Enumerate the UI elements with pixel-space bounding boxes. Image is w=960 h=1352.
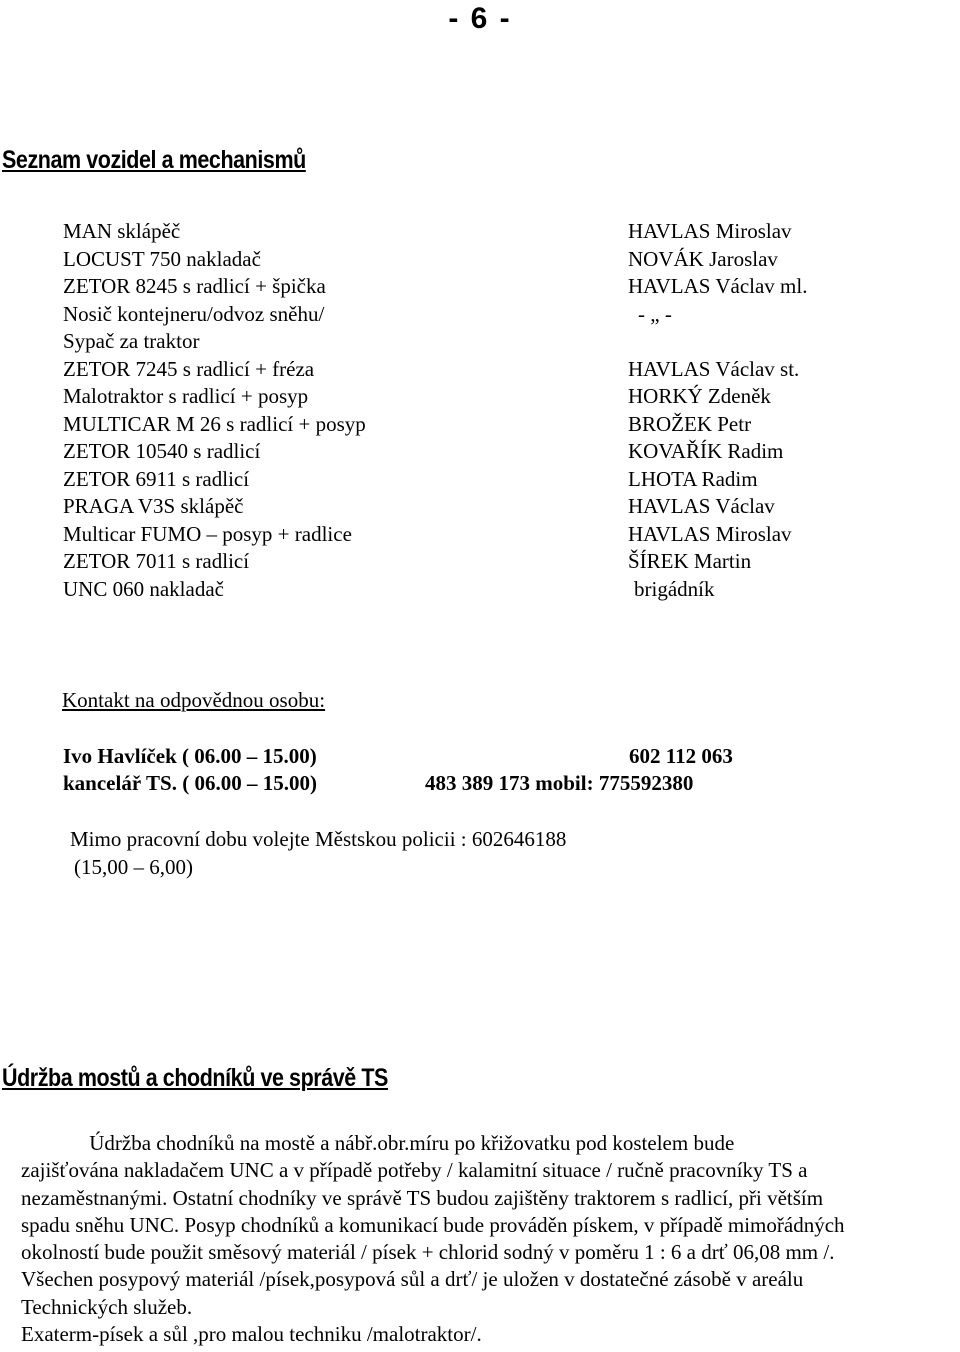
contact-person-hours: Ivo Havlíček ( 06.00 – 15.00) — [63, 744, 317, 768]
driver-name: HAVLAS Václav ml. — [628, 274, 808, 298]
driver-name: HAVLAS Miroslav — [628, 219, 792, 243]
paragraph-line: Údržba chodníků na mostě a nábř.obr.míru po křižovatku pod kostelem bude — [21, 1131, 735, 1155]
paragraph-line: Technických služeb. — [21, 1294, 193, 1319]
driver-name: HAVLAS Václav st. — [628, 356, 800, 381]
vehicle-name: PRAGA V3S sklápěč — [63, 494, 244, 518]
driver-name: HAVLAS Václav — [628, 494, 775, 518]
paragraph-line: spadu sněhu UNC. Posyp chodníků a komunikací bude prováděn pískem, v případě mimořádných — [21, 1212, 845, 1237]
vehicle-row — [63, 438, 883, 466]
vehicle-name: Sypač za traktor — [63, 329, 200, 353]
vehicle-name: MULTICAR M 26 s radlicí + posyp — [63, 411, 366, 436]
vehicle-name: MAN sklápěč — [63, 219, 181, 243]
paragraph-line: okolností bude použit směsový materiál / písek + chlorid sodný v poměru 1 : 6 a drť 06,08 mm /. — [21, 1240, 835, 1265]
contact-person-phone: 602 112 063 — [629, 744, 733, 768]
vehicle-row — [63, 466, 883, 494]
paragraph-line: nezaměstnanými. Ostatní chodníky ve správě TS budou zajištěny traktorem s radlicí, při větším — [21, 1185, 824, 1210]
after-hours-time: (15,00 – 6,00) — [74, 855, 193, 879]
vehicle-list — [63, 218, 883, 603]
page-number: - 6 - — [448, 2, 512, 35]
vehicle-row — [63, 521, 883, 549]
paragraph-line: Exaterm-písek a sůl ,pro malou techniku /malotraktor/. — [21, 1322, 482, 1347]
vehicle-row — [63, 328, 883, 356]
driver-name: LHOTA Radim — [628, 466, 758, 491]
vehicle-row — [63, 246, 883, 274]
vehicle-row — [63, 301, 883, 329]
vehicle-name: Malotraktor s radlicí + posyp — [63, 384, 309, 408]
contact-title: Kontakt na odpovědnou osobu: — [62, 688, 326, 712]
driver-name: KOVAŘÍK Radim — [628, 439, 784, 463]
vehicle-name: ZETOR 7011 s radlicí — [63, 549, 250, 573]
driver-name: brigádník — [634, 576, 715, 601]
driver-name: HORKÝ Zdeněk — [628, 384, 771, 408]
vehicle-row — [63, 576, 883, 604]
office-hours: kancelář TS. ( 06.00 – 15.00) — [63, 771, 317, 795]
driver-name: - „ - — [638, 301, 672, 326]
paragraph-line: Všechen posypový materiál /písek,posypová sůl a drť/ je uložen v dostatečné zásobě v areálu — [21, 1267, 804, 1292]
driver-name: BROŽEK Petr — [628, 411, 752, 436]
vehicle-name: ZETOR 8245 s radlicí + špička — [63, 274, 326, 298]
vehicle-row — [63, 273, 883, 301]
vehicle-name: ZETOR 10540 s radlicí — [63, 439, 261, 463]
driver-name: HAVLAS Miroslav — [628, 521, 792, 546]
vehicle-row — [63, 548, 883, 576]
driver-name: ŠÍREK Martin — [628, 549, 752, 573]
vehicle-name: Nosič kontejneru/odvoz sněhu/ — [63, 301, 325, 326]
vehicle-row — [63, 493, 883, 521]
office-phone: 483 389 173 mobil: 775592380 — [425, 771, 694, 795]
vehicle-name: Multicar FUMO – posyp + radlice — [63, 521, 352, 546]
vehicle-row — [63, 356, 883, 384]
driver-name: NOVÁK Jaroslav — [628, 246, 778, 271]
vehicle-row — [63, 218, 883, 246]
vehicle-row — [63, 383, 883, 411]
maintenance-paragraph — [21, 1130, 960, 1348]
paragraph-line: zajišťována nakladačem UNC a v případě potřeby / kalamitní situace / ručně pracovníky TS a — [21, 1158, 808, 1183]
vehicle-name: ZETOR 7245 s radlicí + fréza — [63, 356, 315, 381]
vehicle-row — [63, 411, 883, 439]
vehicle-name: UNC 060 nakladač — [63, 576, 224, 601]
vehicles-section-title: Seznam vozidel a mechanismů — [2, 146, 306, 174]
vehicle-name: ZETOR 6911 s radlicí — [63, 466, 250, 491]
after-hours-notice: Mimo pracovní dobu volejte Městskou policii : 602646188 — [70, 827, 567, 851]
vehicle-name: LOCUST 750 nakladač — [63, 246, 261, 271]
bridges-section-title: Údržba mostů a chodníků ve správě TS — [2, 1064, 388, 1092]
